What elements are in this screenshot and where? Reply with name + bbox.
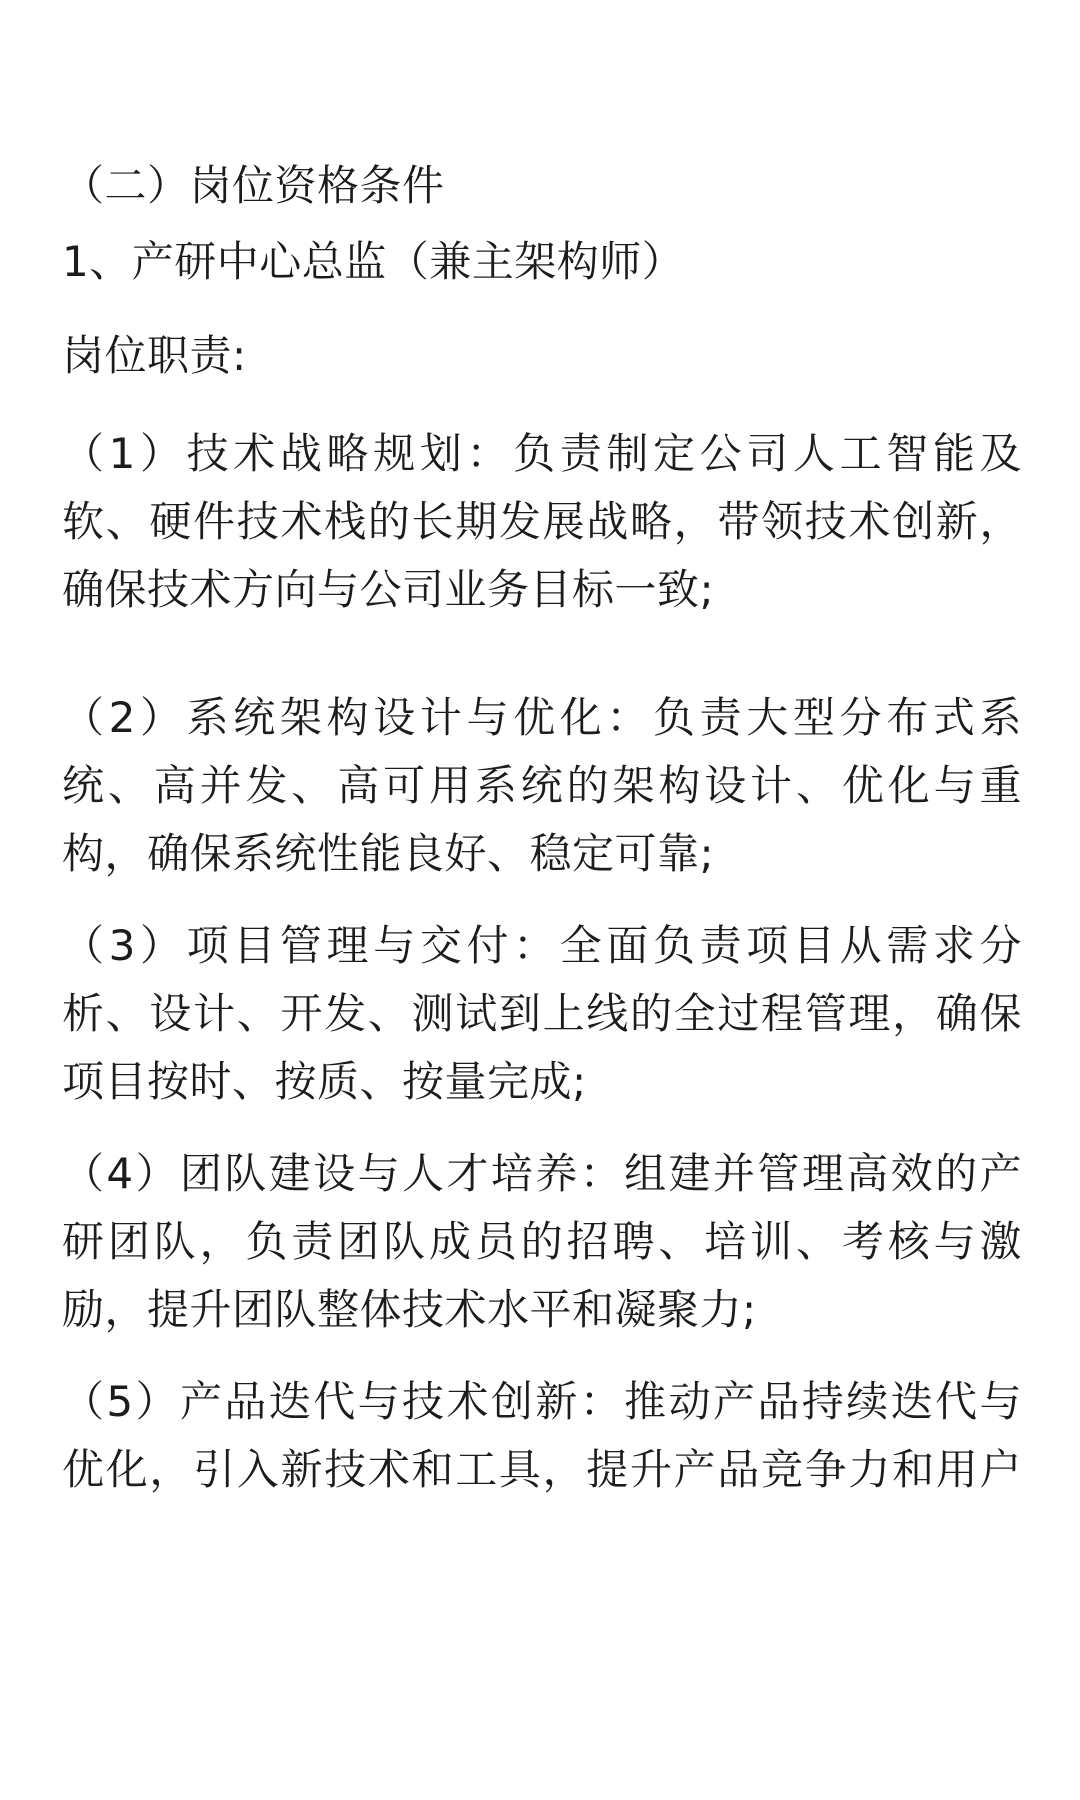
duty-line: （2）系统架构设计与优化：负责大型分布式系 xyxy=(62,693,1022,742)
position-title: 1、产研中心总监（兼主架构师） xyxy=(62,237,685,286)
duty-line: 统、高并发、高可用系统的架构设计、优化与重 xyxy=(62,761,1022,810)
duty-line: 项目按时、按质、按量完成; xyxy=(62,1057,587,1106)
duty-line: 确保技术方向与公司业务目标一致; xyxy=(62,565,715,614)
duty-line: 析、设计、开发、测试到上线的全过程管理，确保 xyxy=(62,989,1022,1038)
duty-line: （3）项目管理与交付：全面负责项目从需求分 xyxy=(62,921,1022,970)
duty-line: 软、硬件技术栈的长期发展战略，带领技术创新， xyxy=(62,497,1022,546)
duty-line: （4）团队建设与人才培养：组建并管理高效的产 xyxy=(62,1149,1022,1198)
duty-line: 励，提升团队整体技术水平和凝聚力; xyxy=(62,1285,757,1334)
duty-line: 研团队，负责团队成员的招聘、培训、考核与激 xyxy=(62,1217,1022,1266)
section-heading: （二）岗位资格条件 xyxy=(62,161,445,210)
article-body xyxy=(62,0,1022,1800)
duties-label: 岗位职责: xyxy=(62,331,247,380)
duty-line: 优化，引入新技术和工具，提升产品竞争力和用户 xyxy=(62,1445,1022,1494)
duty-line: （1）技术战略规划：负责制定公司人工智能及 xyxy=(62,429,1022,478)
duty-line: （5）产品迭代与技术创新：推动产品持续迭代与 xyxy=(62,1377,1022,1426)
duty-line: 构，确保系统性能良好、稳定可靠; xyxy=(62,829,715,878)
